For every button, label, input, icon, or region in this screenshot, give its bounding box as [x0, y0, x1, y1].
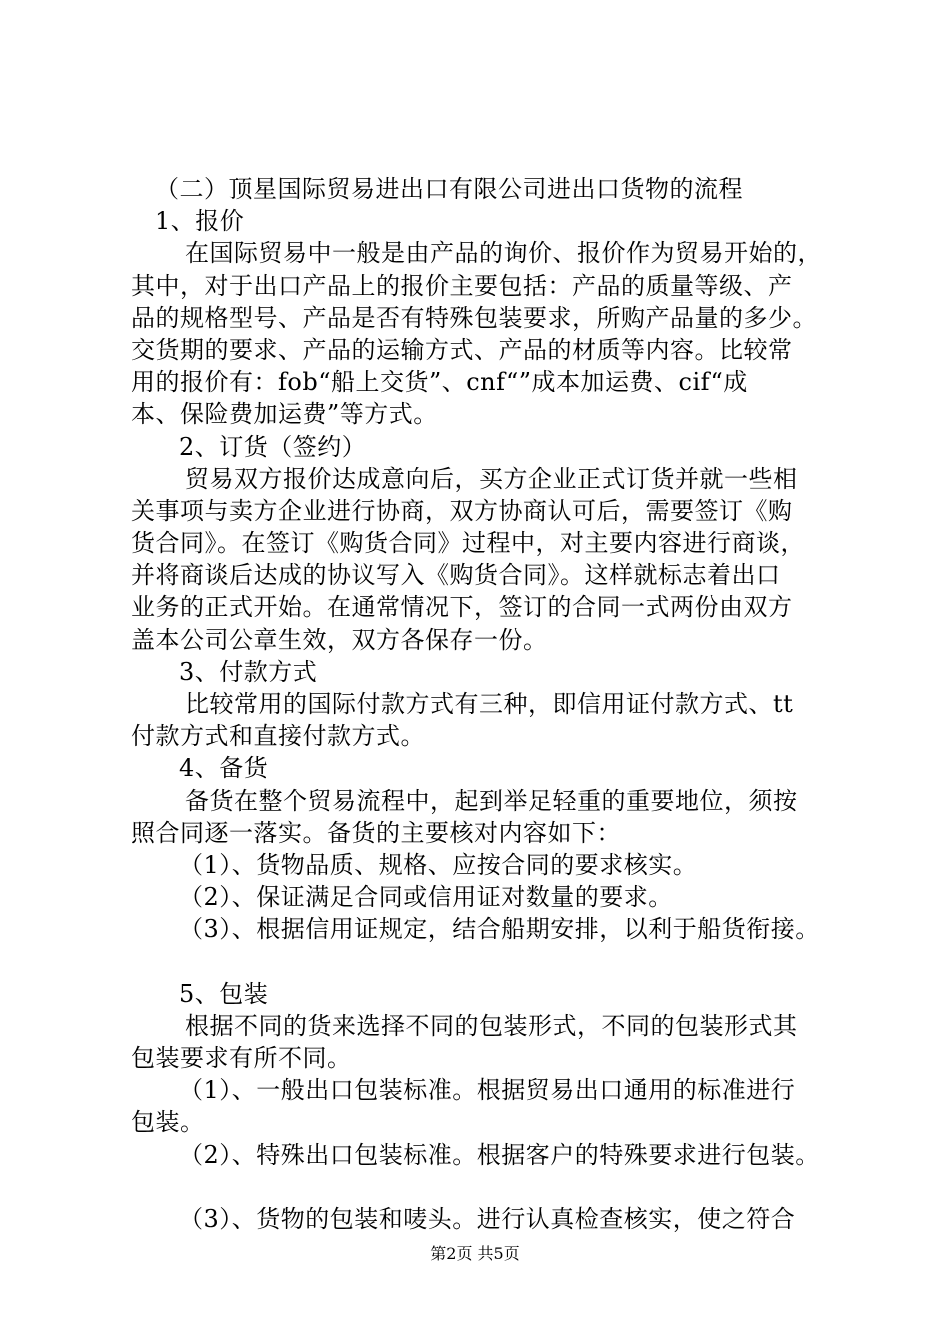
paragraph-line: 交货期的要求、产品的运输方式、产品的材质等内容。比较常: [131, 335, 793, 364]
paragraph-line: 付款方式和直接付款方式。: [131, 722, 425, 751]
paragraph-line: 备货在整个贸易流程中，起到举足轻重的重要地位，须按: [185, 786, 798, 815]
paragraph-line: 货合同》。在签订《购货合同》过程中，对主要内容进行商谈，: [131, 529, 805, 558]
paragraph-line: 包装要求有所不同。: [131, 1044, 352, 1073]
paragraph-line: 在国际贸易中一般是由产品的询价、报价作为贸易开始的，: [185, 239, 822, 268]
blank-line: [131, 1171, 851, 1203]
subheading-stocking: 4、备货: [179, 754, 269, 783]
page-number-footer: 第2页 共5页: [430, 1244, 520, 1263]
paragraph-line: 其中，对于出口产品上的报价主要包括：产品的质量等级、产: [131, 271, 793, 300]
subheading-packaging: 5、包装: [179, 979, 269, 1008]
list-item: （1）、货物品质、规格、应按合同的要求核实。: [179, 850, 698, 879]
document-body: [131, 173, 851, 1235]
paragraph-line: 包装。: [131, 1108, 205, 1137]
paragraph-line: 关事项与卖方企业进行协商，双方协商认可后，需要签订《购: [131, 496, 793, 525]
blank-line: [131, 946, 851, 978]
subheading-quote: 1、报价: [155, 207, 245, 236]
list-item: （3）、货物的包装和唛头。进行认真检查核实，使之符合: [179, 1205, 796, 1233]
section-heading: （二）顶星国际贸易进出口有限公司进出口货物的流程: [155, 175, 743, 203]
subheading-payment: 3、付款方式: [179, 657, 318, 686]
paragraph-line: 照合同逐一落实。备货的主要核对内容如下：: [131, 818, 621, 847]
list-item: （3）、根据信用证规定，结合船期安排，以利于船货衔接。: [179, 915, 820, 944]
list-item: （1）、一般出口包装标准。根据贸易出口通用的标准进行: [179, 1076, 796, 1105]
paragraph-line: 本、保险费加运费”等方式。: [131, 400, 438, 429]
paragraph-line: 业务的正式开始。在通常情况下，签订的合同一式两份由双方: [131, 593, 793, 622]
list-item: （2）、特殊出口包装标准。根据客户的特殊要求进行包装。: [179, 1140, 820, 1169]
list-item: （2）、保证满足合同或信用证对数量的要求。: [179, 883, 673, 912]
paragraph-line: 根据不同的货来选择不同的包装形式，不同的包装形式其: [185, 1011, 798, 1040]
paragraph-line: 并将商谈后达成的协议写入《购货合同》。这样就标志着出口: [131, 561, 781, 590]
paragraph-line: 品的规格型号、产品是否有特殊包装要求，所购产品量的多少。: [131, 303, 817, 332]
paragraph-line: 盖本公司公章生效，双方各保存一份。: [131, 625, 548, 654]
paragraph-line: 贸易双方报价达成意向后，买方企业正式订货并就一些相: [185, 464, 798, 493]
subheading-order: 2、订货（签约）: [179, 432, 367, 461]
paragraph-line: 用的报价有：fob“船上交货”、cnf“”成本加运费、cif“成: [131, 368, 748, 397]
paragraph-line: 比较常用的国际付款方式有三种，即信用证付款方式、tt: [185, 690, 794, 718]
